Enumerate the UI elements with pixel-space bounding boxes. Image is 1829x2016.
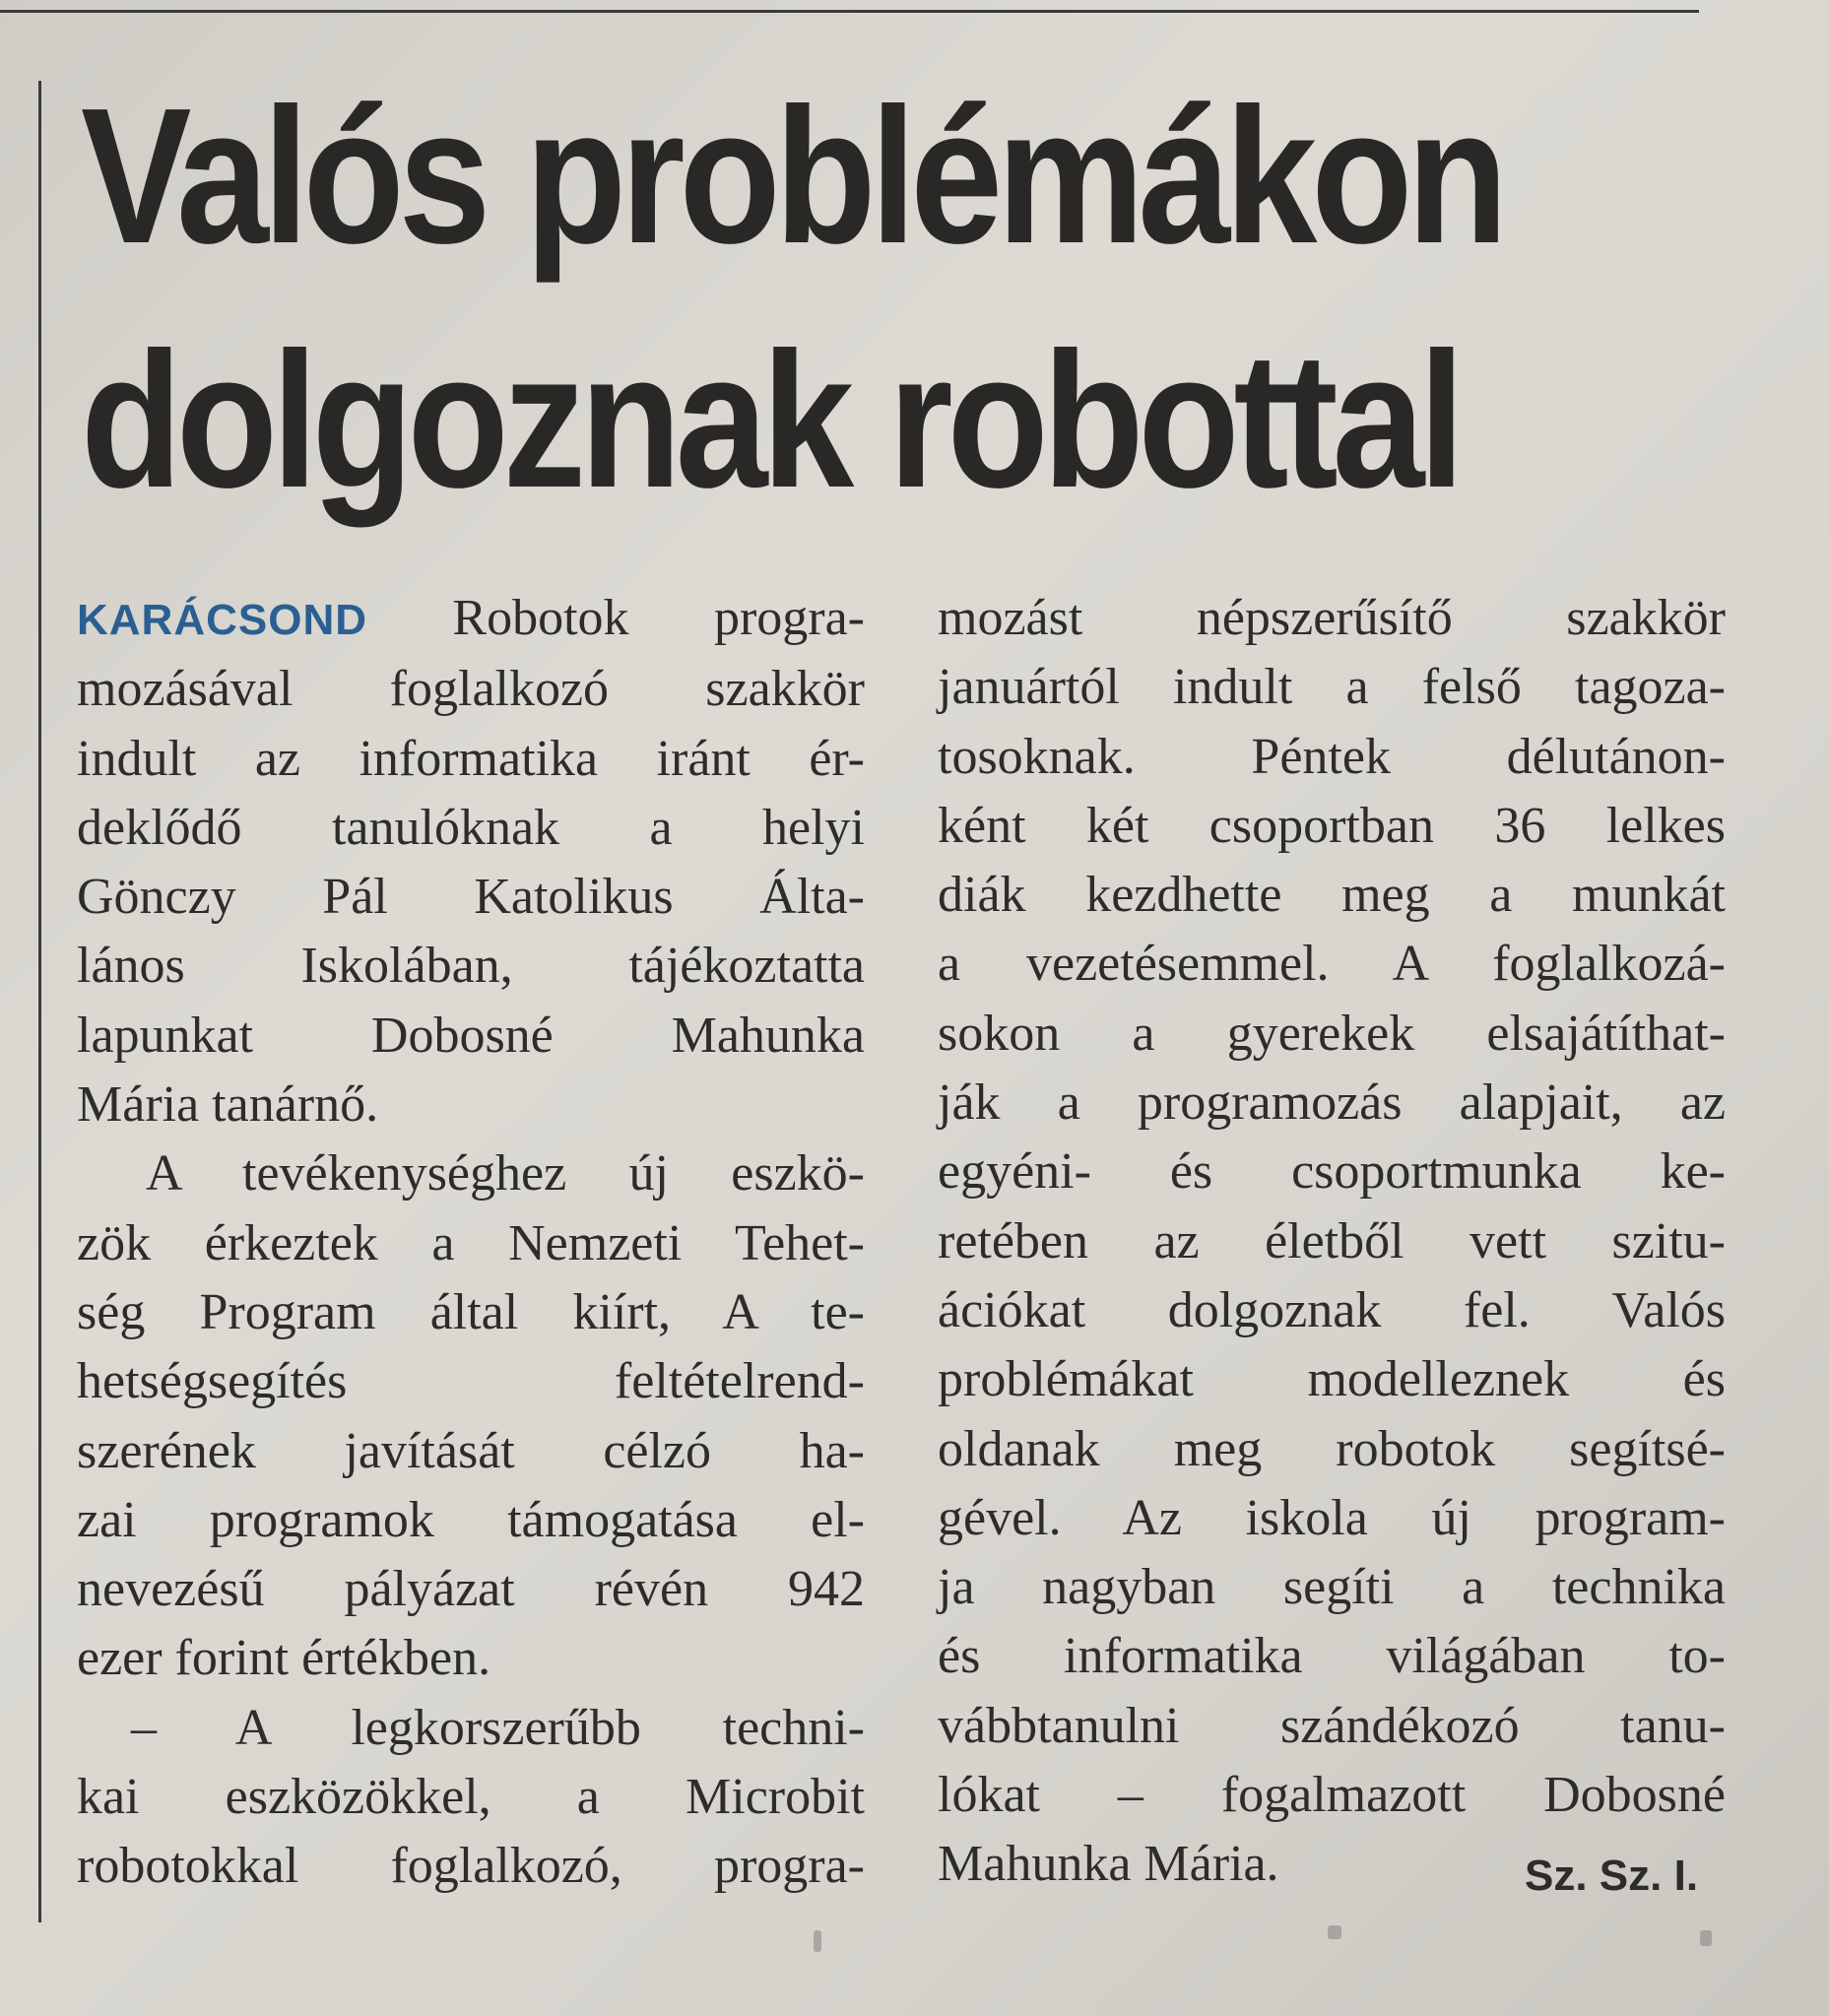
article-line: lános Iskolában, tájékoztatta — [77, 938, 865, 995]
article-line: indult az informatika iránt ér- — [77, 730, 865, 787]
article-line-text: Robotok progra- — [452, 590, 865, 646]
article-line: retében az életből vett szitu- — [938, 1212, 1726, 1269]
article-line: lapunkat Dobosné Mahunka — [77, 1007, 865, 1064]
article-line: A tevékenységhez új eszkö- — [146, 1145, 865, 1203]
byline: Sz. Sz. I. — [1525, 1852, 1699, 1900]
article-line: ja nagyban segíti a technika — [938, 1559, 1726, 1616]
article-line: problémákat modelleznek és — [938, 1351, 1726, 1408]
top-rule — [0, 10, 1699, 13]
headline-line-2: dolgoznak robottal — [81, 312, 1460, 528]
article-line — [77, 584, 865, 655]
article-line: Mária tanárnő. — [77, 1076, 379, 1134]
article-line: zai programok támogatása el- — [77, 1491, 865, 1548]
article-line: ációkat dolgoznak fel. Valós — [938, 1281, 1726, 1338]
paper-speck — [1328, 1925, 1341, 1939]
article-line: ezer forint értékben. — [77, 1630, 491, 1687]
article-line: ként két csoportban 36 lelkes — [938, 797, 1726, 854]
article-line: zök érkeztek a Nemzeti Tehet- — [77, 1214, 865, 1271]
article-line: nevezésű pályázat révén 942 — [77, 1561, 865, 1618]
dateline: KARÁCSOND — [77, 596, 367, 644]
article-line: a vezetésemmel. A foglalkozá- — [938, 936, 1726, 993]
article-line: Mahunka Mária. — [938, 1836, 1279, 1893]
article-line: szerének javítását célzó ha- — [77, 1422, 865, 1479]
article-column-right — [938, 584, 1726, 1900]
article-column-left — [77, 584, 865, 1902]
article-line: tosoknak. Péntek délutánon- — [938, 728, 1726, 785]
article-line: deklődő tanulóknak a helyi — [77, 799, 865, 856]
headline-line-1: Valós problémákon — [81, 68, 1503, 284]
article-line: ják a programozás alapjait, az — [938, 1074, 1726, 1132]
article-line: oldanak meg robotok segítsé- — [938, 1420, 1726, 1477]
article-line: egyéni- és csoportmunka ke- — [938, 1143, 1726, 1201]
article-line: robotokkal foglalkozó, progra- — [77, 1838, 865, 1895]
article-line: mozásával foglalkozó szakkör — [77, 661, 865, 718]
article-line: hetségsegítés feltételrend- — [77, 1353, 865, 1410]
article-line: vábbtanulni szándékozó tanu- — [938, 1697, 1726, 1754]
article-line: sokon a gyerekek elsajátíthat- — [938, 1005, 1726, 1062]
article-line: januártól indult a felső tagoza- — [938, 659, 1726, 716]
headline — [81, 54, 1521, 543]
article-line: – A legkorszerűbb techni- — [131, 1699, 865, 1756]
article-line: diák kezdhette meg a munkát — [938, 867, 1726, 924]
article-line: és informatika világában to- — [938, 1628, 1726, 1685]
paper-speck — [1700, 1930, 1712, 1946]
article-line: kai eszközökkel, a Microbit — [77, 1769, 865, 1826]
article-line: gével. Az iskola új program- — [938, 1489, 1726, 1546]
article-line: Gönczy Pál Katolikus Álta- — [77, 869, 865, 926]
article-line: ség Program által kiírt, A te- — [77, 1283, 865, 1340]
left-column-rule — [38, 81, 41, 1922]
article-line: lókat – fogalmazott Dobosné — [938, 1767, 1726, 1824]
article-line: mozást népszerűsítő szakkör — [938, 590, 1726, 646]
paper-speck — [814, 1930, 821, 1952]
